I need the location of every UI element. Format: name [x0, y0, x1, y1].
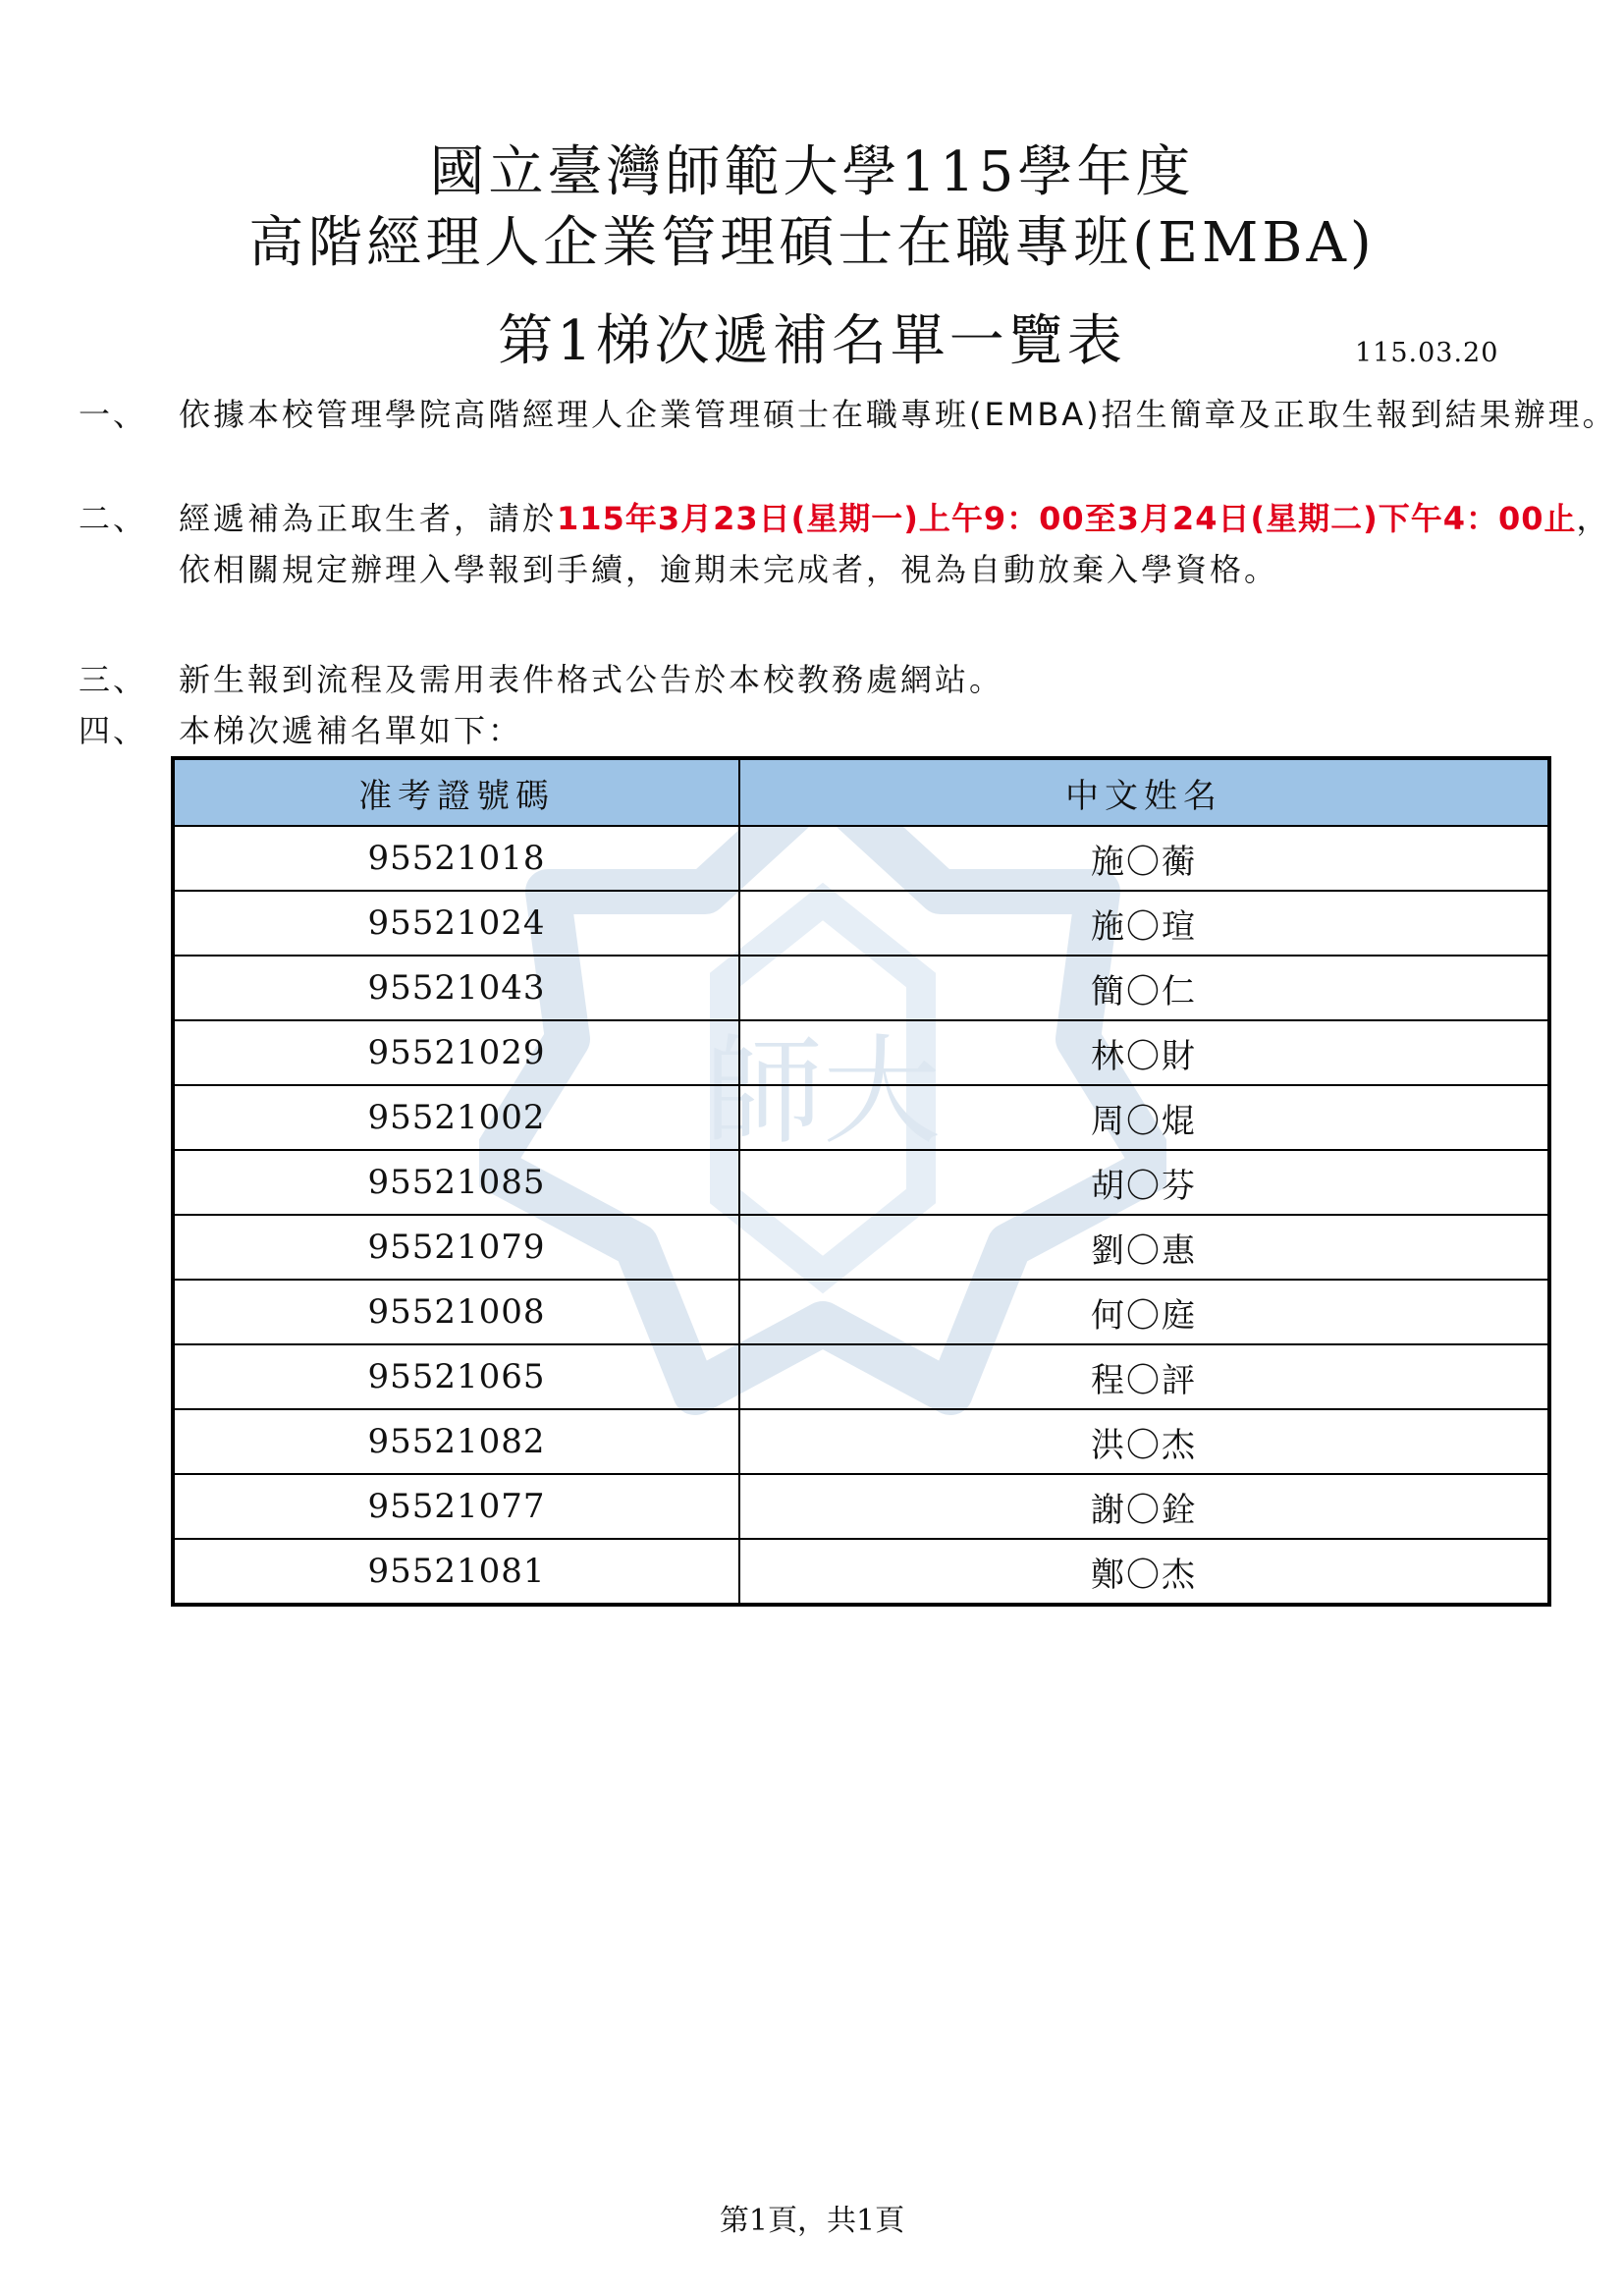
exam-number-cell: 95521043: [173, 956, 739, 1020]
exam-number-cell: 95521018: [173, 826, 739, 891]
title-line-1: 國立臺灣師範大學115學年度: [429, 140, 1195, 204]
exam-number-cell: 95521002: [173, 1085, 739, 1150]
item-number: 四、: [79, 712, 148, 749]
exam-number-cell: 95521082: [173, 1409, 739, 1474]
exam-number-cell: 95521029: [173, 1020, 739, 1085]
table-row: [173, 1280, 1549, 1344]
item-number: 一、: [79, 396, 148, 433]
chinese-name-cell: 周〇焜: [739, 1085, 1549, 1150]
table-row: [173, 1020, 1549, 1085]
chinese-name-cell: 簡〇仁: [739, 956, 1549, 1020]
table-row: [173, 956, 1549, 1020]
chinese-name-cell: 施〇蘅: [739, 826, 1549, 891]
table-row: [173, 1085, 1549, 1150]
table-header-row: [173, 758, 1549, 826]
header-chinese-name: 中文姓名: [739, 758, 1549, 826]
item-text-after: ，依相關規定辦理入學報到手續，逾期未完成者，視為自動放棄入學資格。: [179, 500, 1611, 588]
title-line-3: 第1梯次遞補名單一覽表: [498, 309, 1126, 373]
item-text: 本梯次遞補名單如下：: [179, 712, 523, 749]
exam-number-cell: 95521008: [173, 1280, 739, 1344]
table-row: [173, 1344, 1549, 1409]
table-row: [173, 1150, 1549, 1215]
chinese-name-cell: 何〇庭: [739, 1280, 1549, 1344]
item-text-before: 經遞補為正取生者，請於: [179, 500, 558, 537]
table-row: [173, 1474, 1549, 1539]
item-text: 新生報到流程及需用表件格式公告於本校教務處網站。: [179, 661, 1004, 698]
chinese-name-cell: 謝〇銓: [739, 1474, 1549, 1539]
chinese-name-cell: 胡〇芬: [739, 1150, 1549, 1215]
exam-number-cell: 95521077: [173, 1474, 739, 1539]
table-row: [173, 1409, 1549, 1474]
exam-number-cell: 95521085: [173, 1150, 739, 1215]
chinese-name-cell: 洪〇杰: [739, 1409, 1549, 1474]
deadline-highlight: 115年3月23日(星期一)上午9：00至3月24日(星期二)下午4：00止: [557, 500, 1577, 537]
exam-number-cell: 95521081: [173, 1539, 739, 1605]
chinese-name-cell: 林〇財: [739, 1020, 1549, 1085]
item-text: [179, 493, 1617, 595]
chinese-name-cell: 鄭〇杰: [739, 1539, 1549, 1605]
waitlist-table: [171, 756, 1551, 1607]
exam-number-cell: 95521065: [173, 1344, 739, 1409]
chinese-name-cell: 程〇評: [739, 1344, 1549, 1409]
table-row: [173, 891, 1549, 956]
chinese-name-cell: 施〇瑄: [739, 891, 1549, 956]
item-number: 三、: [79, 661, 148, 698]
exam-number-cell: 95521079: [173, 1215, 739, 1280]
chinese-name-cell: 劉〇惠: [739, 1215, 1549, 1280]
table-row: [173, 826, 1549, 891]
page-footer: 第1頁，共1頁: [719, 2204, 905, 2238]
table-row: [173, 1215, 1549, 1280]
table-row: [173, 1539, 1549, 1605]
watermark-glyph: 師大: [705, 1024, 941, 1161]
item-text: 依據本校管理學院高階經理人企業管理碩士在職專班(EMBA)招生簡章及正取生報到結果辦理。: [179, 396, 1617, 433]
exam-number-cell: 95521024: [173, 891, 739, 956]
item-number: 二、: [79, 500, 148, 537]
title-line-2: 高階經理人企業管理碩士在職專班(EMBA): [248, 211, 1376, 275]
announcement-date: 115.03.20: [1355, 338, 1499, 368]
header-exam-number: 准考證號碼: [173, 758, 739, 826]
